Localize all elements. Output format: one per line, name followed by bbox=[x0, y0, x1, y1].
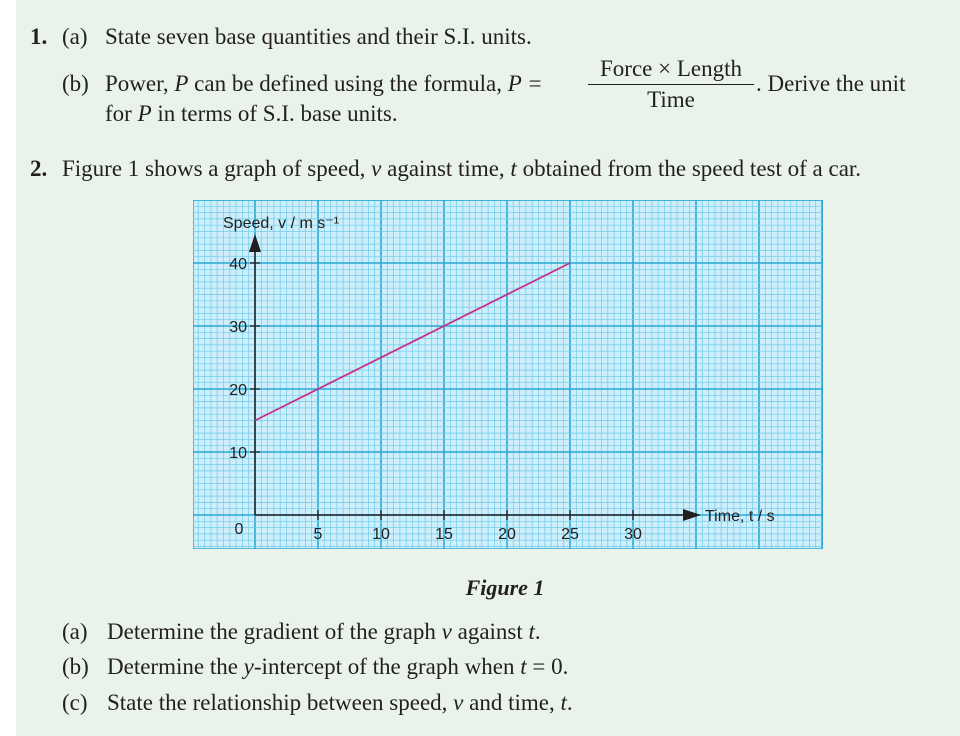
figure-caption: Figure 1 bbox=[465, 575, 545, 600]
numerator: Force × Length bbox=[588, 56, 754, 85]
var: v bbox=[453, 690, 464, 715]
graph-paper bbox=[193, 200, 823, 549]
q1a-label: (a) bbox=[62, 24, 88, 49]
text: and time, bbox=[463, 690, 561, 715]
q2b-text bbox=[107, 655, 568, 678]
var-p: P bbox=[137, 101, 152, 126]
q1-number: 1. bbox=[30, 24, 48, 49]
var: v bbox=[441, 619, 452, 644]
formula-lhs: P = bbox=[507, 71, 543, 96]
q2c-label: (c) bbox=[62, 690, 88, 715]
var: t bbox=[520, 654, 527, 679]
text: = 0. bbox=[526, 654, 569, 679]
text: Figure 1 shows a graph of speed, bbox=[62, 156, 372, 181]
y-axis-label: Speed, v / m s⁻¹ bbox=[223, 215, 340, 232]
x-tick-label: 25 bbox=[561, 526, 579, 543]
text: against bbox=[451, 619, 529, 644]
var: y bbox=[243, 654, 254, 679]
power-formula-fraction bbox=[588, 56, 754, 113]
q2a-label: (a) bbox=[62, 619, 88, 644]
text: Determine the gradient of the graph bbox=[107, 619, 442, 644]
text: . bbox=[534, 619, 541, 644]
speed-time-graph bbox=[193, 200, 823, 549]
x-tick-label: 20 bbox=[498, 526, 516, 543]
y-tick-label: 20 bbox=[229, 382, 247, 399]
q1b-text bbox=[105, 72, 543, 95]
text: obtained from the speed test of a car. bbox=[516, 156, 862, 181]
text: in terms of S.I. base units. bbox=[151, 101, 398, 126]
x-axis-label: Time, t / s bbox=[705, 508, 775, 525]
y-tick-label: 40 bbox=[229, 256, 247, 273]
q2-text bbox=[62, 157, 861, 180]
q2-number: 2. bbox=[30, 156, 48, 181]
x-tick-label: 5 bbox=[313, 526, 323, 543]
text: State the relationship between speed, bbox=[107, 690, 454, 715]
q1b-label: (b) bbox=[62, 71, 89, 96]
y-tick-label: 30 bbox=[229, 319, 247, 336]
origin-label: 0 bbox=[234, 521, 244, 538]
var-p: P bbox=[174, 71, 189, 96]
q2a-text bbox=[107, 620, 541, 643]
text: -intercept of the graph when bbox=[253, 654, 521, 679]
text: . bbox=[566, 690, 573, 715]
x-tick-label: 30 bbox=[624, 526, 642, 543]
q2b-label: (b) bbox=[62, 654, 89, 679]
y-tick-label: 10 bbox=[229, 445, 247, 462]
text: Power, bbox=[105, 71, 175, 96]
text: for bbox=[105, 101, 138, 126]
q2c-text bbox=[107, 691, 573, 714]
var-t: t bbox=[510, 156, 517, 181]
var: t bbox=[560, 690, 567, 715]
var-v: v bbox=[371, 156, 382, 181]
denominator: Time bbox=[647, 87, 695, 112]
text: can be defined using the formula, bbox=[188, 71, 508, 96]
q1a-text: State seven base quantities and their S.I. units. bbox=[105, 24, 532, 49]
x-tick-label: 10 bbox=[372, 526, 390, 543]
var: t bbox=[528, 619, 535, 644]
x-tick-label: 15 bbox=[435, 526, 453, 543]
text: against time, bbox=[381, 156, 511, 181]
text: Determine the bbox=[107, 654, 244, 679]
q1b-text-end: . Derive the unit bbox=[756, 71, 906, 96]
q1b-line2 bbox=[105, 102, 398, 125]
